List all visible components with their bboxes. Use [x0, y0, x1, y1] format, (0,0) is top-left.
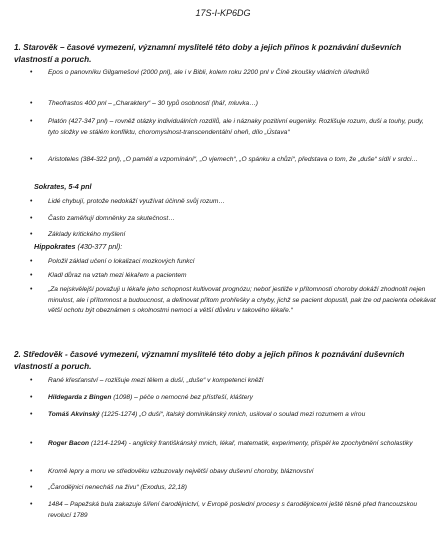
bullet-icon: • — [30, 394, 33, 401]
bullet-icon: • — [30, 69, 33, 76]
bullet-icon: • — [30, 215, 33, 222]
list-item-text — [48, 393, 436, 404]
list-item-lead: Tomáš Akvinský — [48, 411, 100, 418]
bullet-icon: • — [30, 272, 33, 279]
bullet-icon: • — [30, 100, 33, 107]
list-item-body: (1225-1274) „O duši“, italský dominikánský mnich, usiloval o soulad mezi rozumem a vírou — [99, 411, 366, 418]
bullet-icon: • — [30, 286, 33, 293]
list-item-text — [48, 439, 436, 450]
list-item-text: Často zaměňují domněnky za skutečnost… — [48, 215, 175, 222]
list-item-text: Položil základ učení o lokalizaci mozkových funkcí — [48, 258, 195, 265]
bullet-icon: • — [30, 411, 33, 418]
list-item-body: (1214-1294) - anglický františkánský mnich, lékař, matematik, experimenty, přispěl ke zpochybnění scholastiky — [89, 440, 413, 447]
socrates-label: Sokrates, 5-4 pnl — [34, 182, 92, 191]
hippocrates-label: Hippokrates — [34, 242, 76, 251]
section-2-heading: 2. Středověk - časové vymezení, významní myslitelé této doby a jejich přínos k poznávání duševních vlastností a poruch. — [14, 350, 405, 371]
document-title: 17S-I-KP6DG — [195, 8, 251, 18]
list-item-lead: Hildegarda z Bingen — [48, 394, 112, 401]
bullet-icon: • — [30, 156, 33, 163]
bullet-icon: • — [30, 198, 33, 205]
list-item-text: Kladl důraz na vztah mezi lékařem a pacientem — [48, 272, 187, 279]
bullet-icon: • — [30, 258, 33, 265]
list-item-text — [48, 500, 436, 521]
list-item-lead: Roger Bacon — [48, 440, 90, 447]
bullet-icon: • — [30, 501, 33, 508]
list-item-body: Kromě lepry a moru ve středověku vzbuzovaly největší obavy duševní choroby, bláznovství — [48, 468, 314, 475]
bullet-icon: • — [30, 484, 33, 491]
bullet-icon: • — [30, 377, 33, 384]
list-item-text: Epos o panovníku Gilgamešovi (2000 pnl), ale i v Bibli, kolem roku 2200 pnl v Číně zkoušky vládních úředníků — [48, 69, 370, 76]
list-item-body: (1098) – péče o nemocné bez přístřeší, kláštery — [111, 394, 253, 401]
list-item-body: „Čarodějnici nenecháš na živu“ (Exodus, 22,18) — [48, 484, 187, 491]
list-item-text — [48, 376, 436, 387]
hippocrates-heading — [34, 242, 122, 251]
hippocrates-dates: (430-377 pnl): — [77, 242, 123, 251]
list-item-text — [48, 467, 436, 478]
list-item-text: Theofrastos 400 pnl – „Charaktery“ – 30 typů osobností (lhář, mluvka…) — [48, 100, 258, 107]
bullet-icon: • — [30, 118, 33, 125]
list-item-text — [48, 483, 436, 494]
list-item-text: Základy kritického myšlení — [48, 231, 126, 238]
bullet-icon: • — [30, 231, 33, 238]
list-item-text: Lidé chybují, protože nedokáží využívat účinně svůj rozum… — [48, 198, 226, 205]
list-item-body: Rané křesťanství – rozlišuje mezi tělem a duší, „duše“ v kompetenci kněží — [48, 377, 264, 384]
list-item-text: „Za nejskvělejší považuji u lékaře jeho schopnost kultivovat prognózu; neboť jestliže v přítomnosti choroby dokáží zhodnotit nejen minulost, ale i přítomnost a budoucnost, a definovat přitom prohřešky a chyby, jichž se pacient dopustil, pak lze od pacienta očekávat větší ochotu být obeznámen s okolnostmi nemoci a větší důvěru v takového lékaře.“ — [48, 286, 436, 314]
bullet-icon: • — [30, 440, 33, 447]
section-1-heading: 1. Starověk – časové vymezení, významní myslitelé této doby a jejich přínos k poznávání duševních vlastností a poruch. — [14, 43, 402, 64]
bullet-icon: • — [30, 468, 33, 475]
list-item-body: 1484 – Papežská bula zakazuje šíření čarodějnictví, v Evropě poslední procesy s čarodějnicemi ještě těsně před francouzskou revolucí 1789 — [48, 501, 418, 519]
list-item-text: Aristoteles (384-322 pnl), „O paměti a vzpomínání“, „O vjemech“, „O spánku a chůzi“, představa o tom, že „duše“ sídlí v srdci… — [48, 156, 419, 163]
list-item-text — [48, 410, 436, 421]
list-item-text: Platón (427-347 pnl) – rovněž otázky individuálních rozdílů, ale i náznaky pozitivní eugeniky. Rozlišuje rozum, duši a touhy, pudy, tyto složky ve stálém konfliktu, choromyslnost-transcendentální oheň, dílo „Ústava“ — [48, 118, 424, 136]
